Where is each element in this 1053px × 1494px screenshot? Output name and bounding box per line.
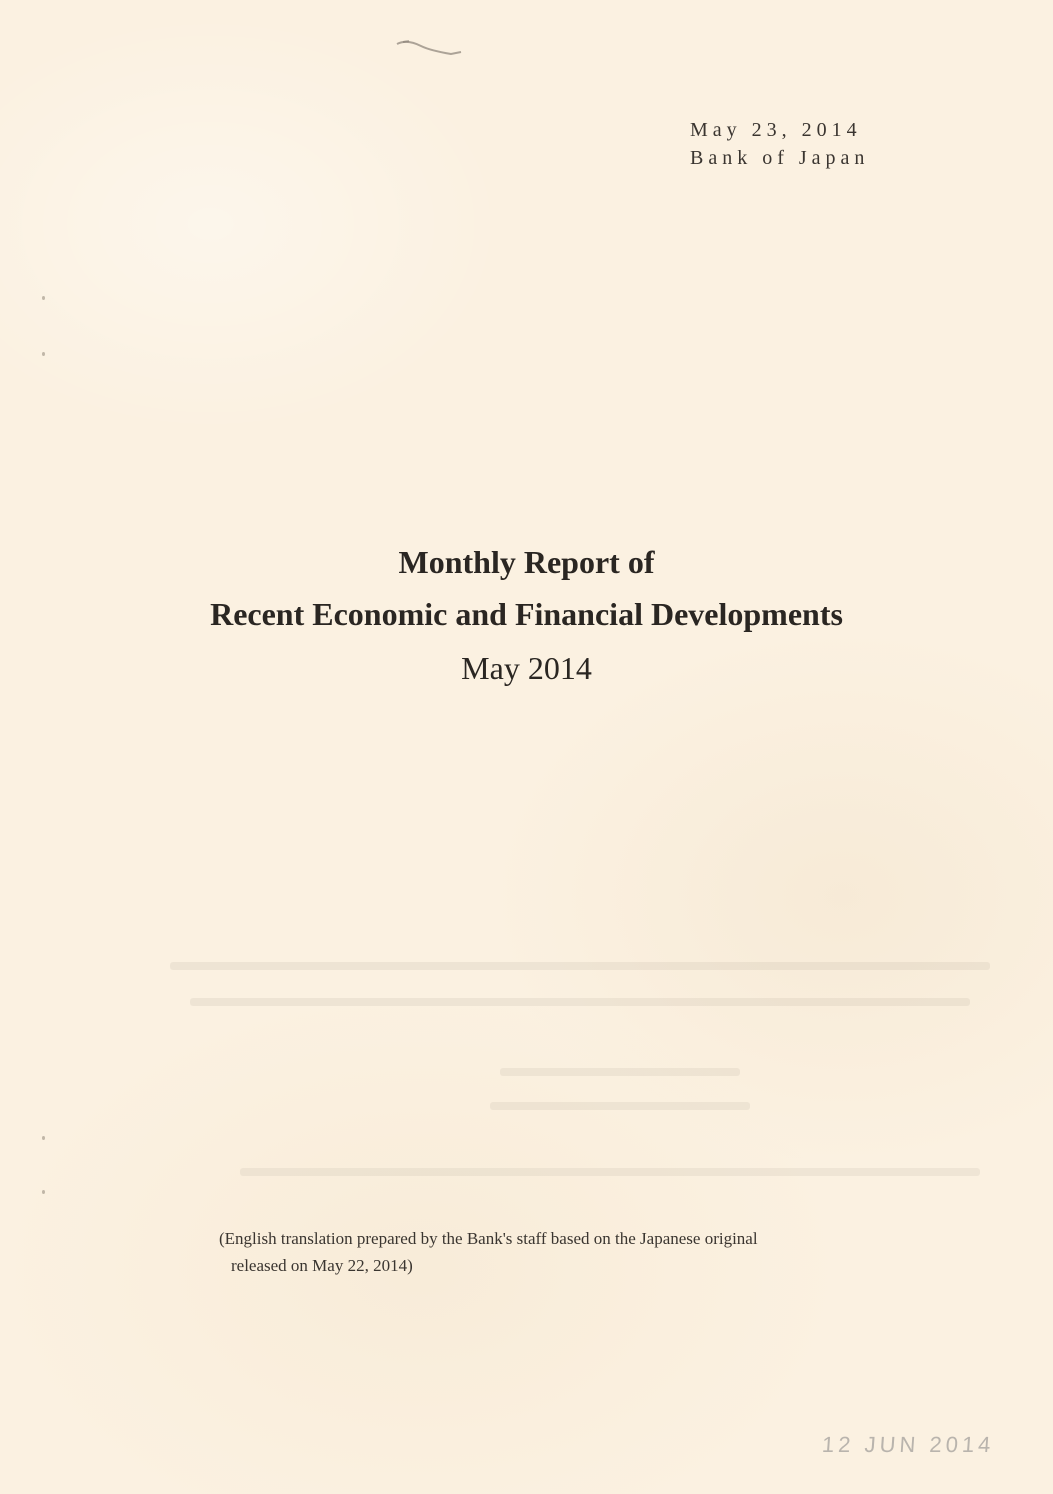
report-date: May 23, 2014: [690, 119, 862, 141]
received-date-stamp: 12 JUN 2014: [821, 1432, 996, 1457]
paper-mark: [395, 36, 465, 60]
paper-speck: [42, 352, 45, 356]
title-line-1: Monthly Report of: [398, 544, 655, 580]
title-subtitle: May 2014: [461, 650, 592, 686]
paper-speck: [42, 1190, 45, 1194]
institution-name: Bank of Japan: [690, 147, 870, 169]
header-date-block: [690, 116, 869, 172]
translation-note: [219, 1225, 919, 1279]
paper-speck: [42, 296, 45, 300]
paper-speck: [42, 1136, 45, 1140]
title-line-2: Recent Economic and Financial Developments: [210, 596, 843, 632]
translation-note-line-2: released on May 22, 2014): [231, 1256, 413, 1275]
title-block: [0, 536, 1053, 696]
show-through-text: [150, 940, 1000, 1180]
translation-note-line-1: (English translation prepared by the Bank's staff based on the Japanese original: [219, 1229, 758, 1248]
